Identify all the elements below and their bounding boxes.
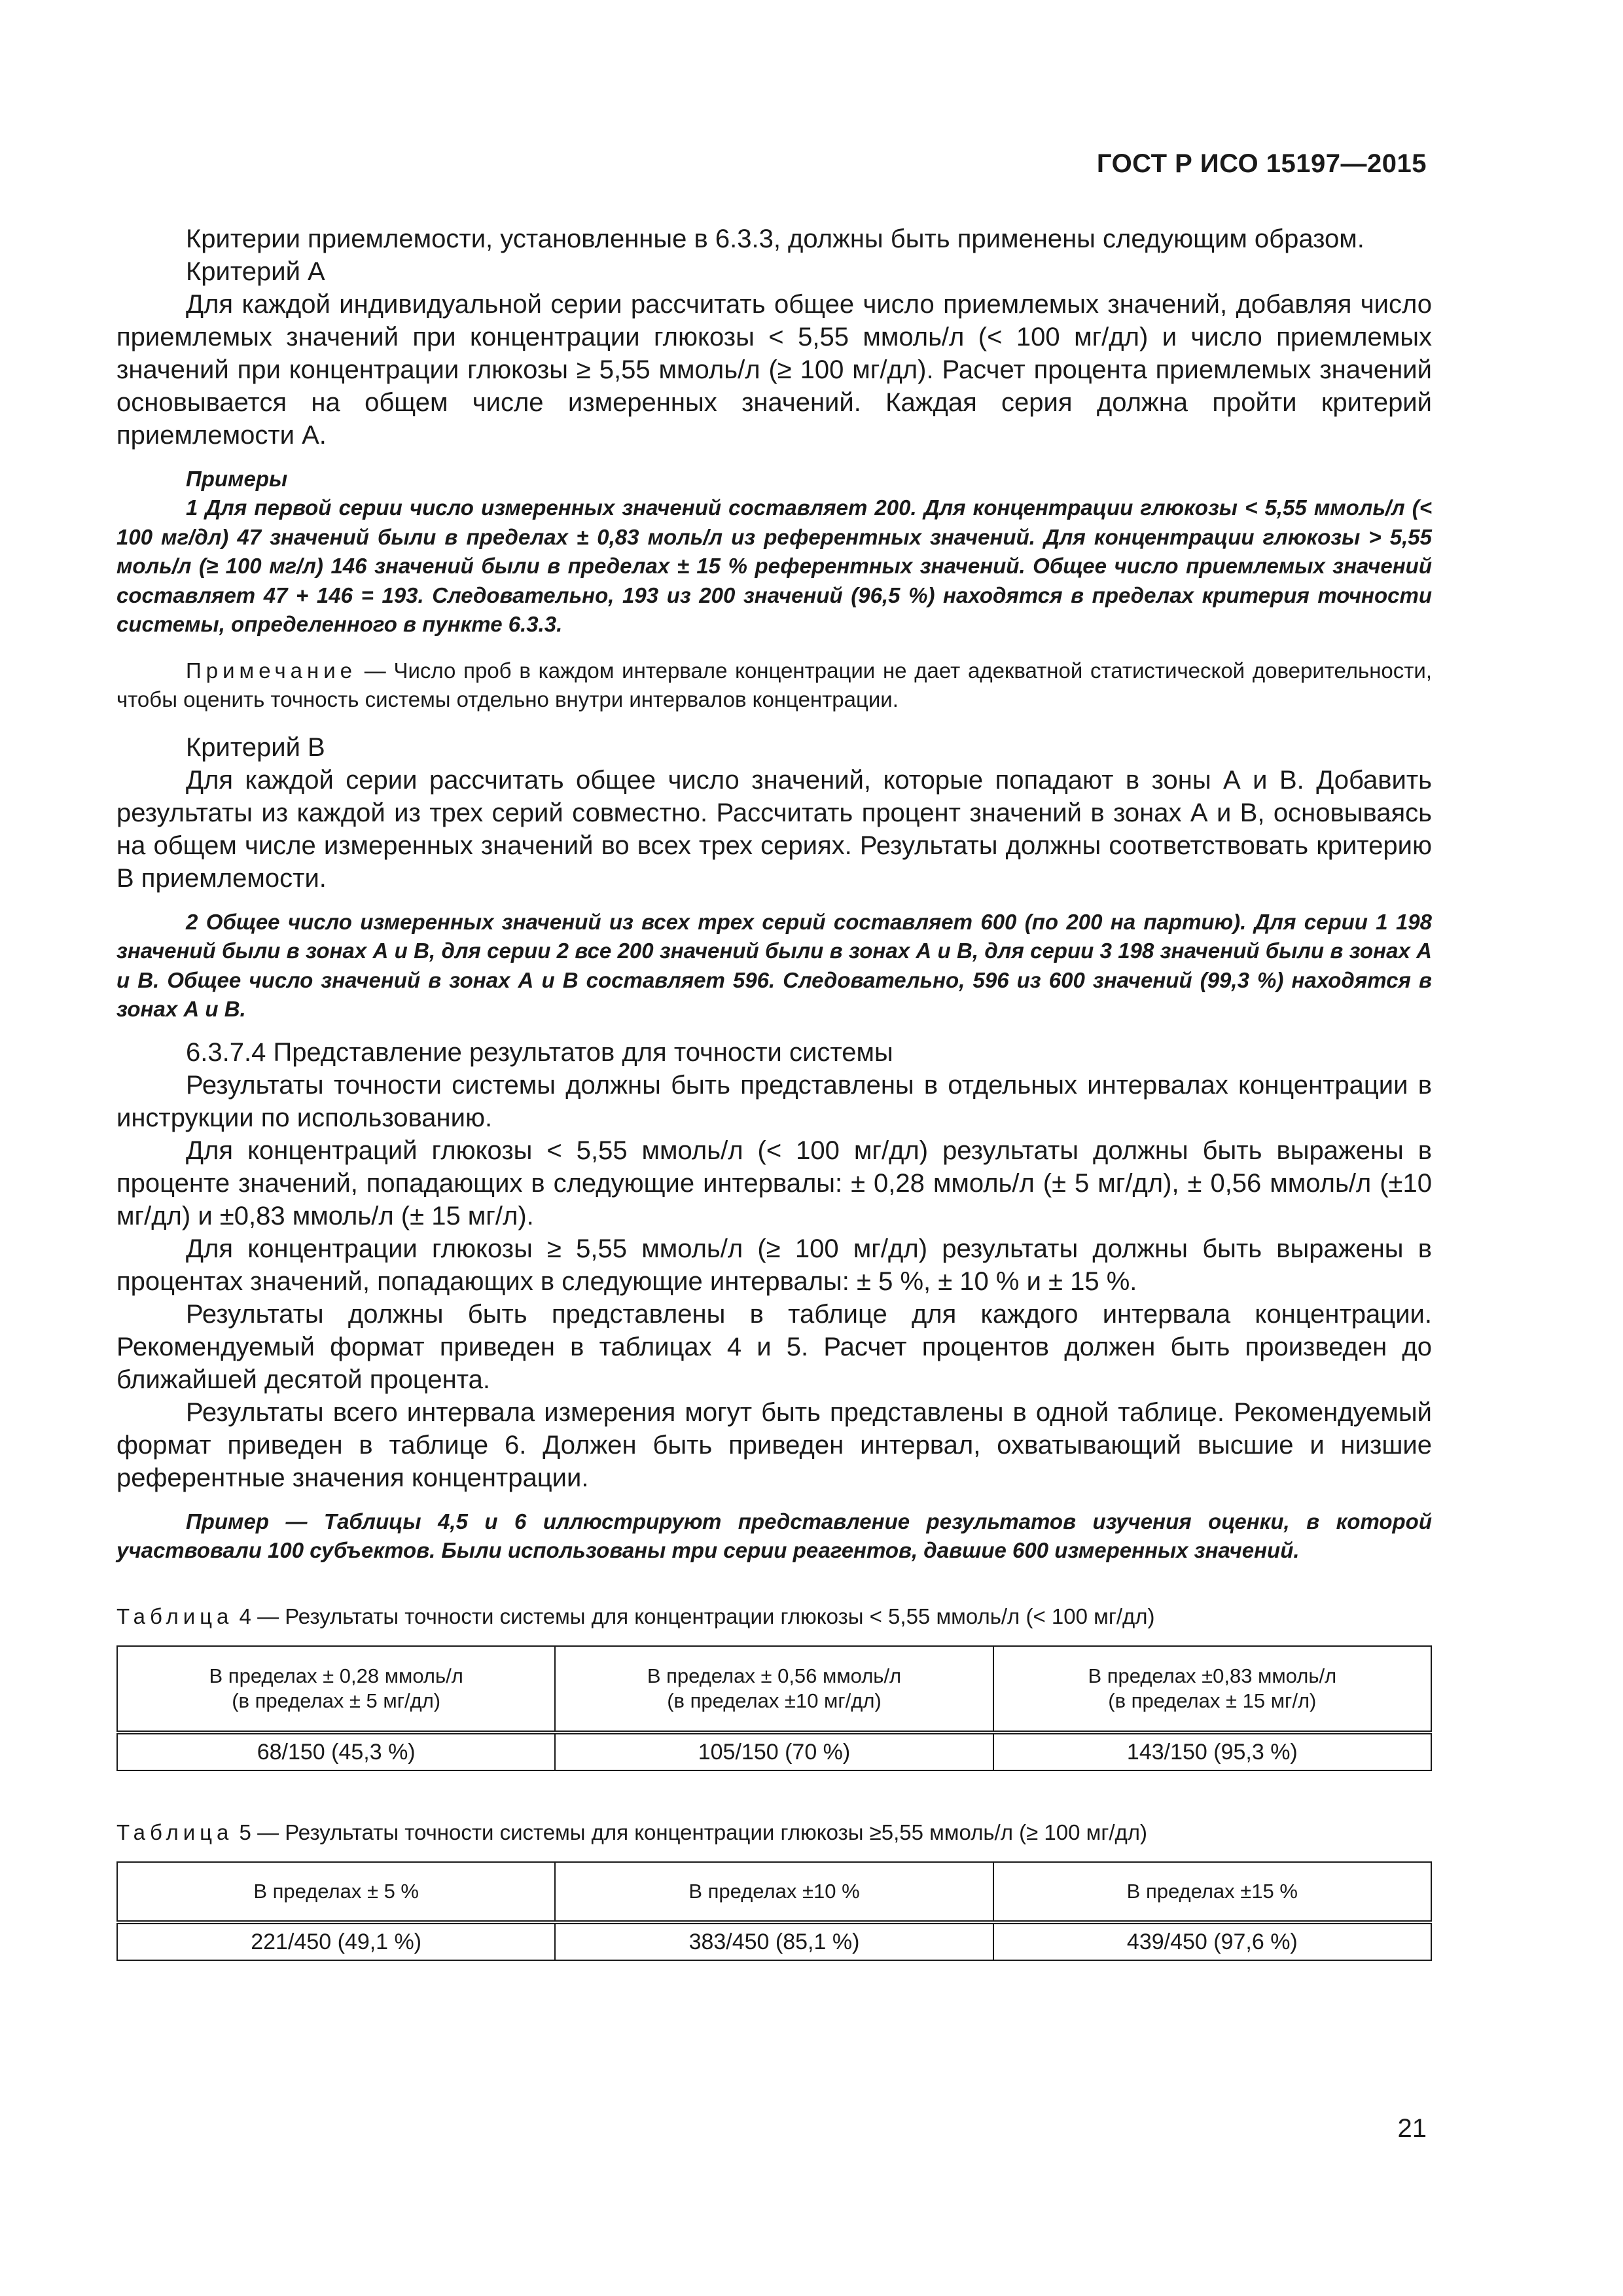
- table-4-label: Таблица: [116, 1604, 234, 1628]
- table-row: [117, 1732, 1431, 1770]
- page-content: [116, 223, 1432, 1961]
- paragraph: Для концентрации глюкозы ≥ 5,55 ммоль/л (≥ 100 мг/дл) результаты должны быть выражены в процентах значений, попадающих в следующие интервалы: ± 5 %, ± 10 % и ± 15 %.: [116, 1234, 1432, 1296]
- table-header-row: [117, 1646, 1431, 1732]
- table-header-cell: В пределах ± 0,28 ммоль/л (в пределах ± 5 мг/дл): [117, 1646, 555, 1732]
- examples-title: Примеры: [186, 467, 288, 491]
- table-cell: 105/150 (70 %): [555, 1732, 993, 1770]
- table-4-caption-text: 4 — Результаты точности системы для концентрации глюкозы < 5,55 ммоль/л (< 100 мг/дл): [233, 1604, 1155, 1628]
- paragraph: Результаты точности системы должны быть представлены в отдельных интервалах концентрации в инструкции по использованию.: [116, 1070, 1432, 1132]
- paragraph: Для каждой индивидуальной серии рассчитать общее число приемлемых значений, добавляя число приемлемых значений при концентрации глюкозы < 5,55 ммоль/л (< 100 мг/дл) и число приемлемых значений при концентрации глюкозы ≥ 5,55 ммоль/л (≥ 100 мг/дл). Расчет процента приемлемых значений основывается на общем числе измеренных значений. Каждая серия должна пройти критерий приемлемости А.: [116, 290, 1432, 450]
- example-3: Пример — Таблицы 4,5 и 6 иллюстрируют представление результатов изучения оценки, в которой участвовали 100 субъектов. Были использованы три серии реагентов, давшие 600 измеренных значений.: [116, 1509, 1432, 1562]
- table-cell: 383/450 (85,1 %): [555, 1922, 993, 1960]
- table-header-cell: В пределах ± 5 %: [117, 1862, 555, 1922]
- section-heading: 6.3.7.4 Представление результатов для точности системы: [186, 1037, 893, 1067]
- table-cell: 68/150 (45,3 %): [117, 1732, 555, 1770]
- table-5: [116, 1861, 1432, 1961]
- table-header-cell: В пределах ±0,83 ммоль/л (в пределах ± 15 мг/л): [993, 1646, 1431, 1732]
- table-cell: 439/450 (97,6 %): [993, 1922, 1431, 1960]
- paragraph: Результаты всего интервала измерения могут быть представлены в одной таблице. Рекомендуемый формат приведен в таблице 6. Должен быть приведен интервал, охватывающий высшие и низшие референтные значения концентрации.: [116, 1397, 1432, 1492]
- table-5-caption: [116, 1818, 1432, 1847]
- paragraph: Для каждой серии рассчитать общее число значений, которые попадают в зоны А и В. Добавить результаты из каждой из трех серий совместно. Рассчитать процент значений в зонах А и В, основываясь на общем числе измеренных значений во всех трех сериях. Результаты должны соответствовать критерию В приемлемости.: [116, 765, 1432, 893]
- table-5-label: Таблица: [116, 1820, 234, 1844]
- table-header-row: [117, 1862, 1431, 1922]
- paragraph: Для концентраций глюкозы < 5,55 ммоль/л (< 100 мг/дл) результаты должны быть выражены в проценте значений, попадающих в следующие интервалы: ± 0,28 ммоль/л (± 5 мг/дл), ± 0,56 ммоль/л (±10 мг/дл) и ±0,83 ммоль/л (± 15 мг/л).: [116, 1136, 1432, 1230]
- example-1: 1 Для первой серии число измеренных значений составляет 200. Для концентрации глюкозы < 5,55 ммоль/л (< 100 мг/дл) 47 значений были в пределах ± 0,83 моль/л из референтных значений. Для концентрации глюкозы > 5,55 моль/л (≥ 100 мг/л) 146 значений были в пределах ± 15 % референтных значений. Общее число приемлемых значений составляет 47 + 146 = 193. Следовательно, 193 из 200 значений (96,5 %) находятся в пределах критерия точности системы, определенного в пункте 6.3.3.: [116, 495, 1432, 636]
- table-header-cell: В пределах ±15 %: [993, 1862, 1431, 1922]
- paragraph: Критерии приемлемости, установленные в 6.3.3, должны быть применены следующим образом.: [186, 224, 1364, 253]
- example-2: 2 Общее число измеренных значений из всех трех серий составляет 600 (по 200 на партию). Для серии 1 198 значений были в зонах А и В, для серии 2 все 200 значений были в зонах А и В, для серии 3 198 значений были в зонах А и В. Общее число значений в зонах А и В составляет 596. Следовательно, 596 из 600 значений (99,3 %) находятся в зонах А и В.: [116, 909, 1432, 1021]
- table-5-caption-text: 5 — Результаты точности системы для концентрации глюкозы ≥5,55 ммоль/л (≥ 100 мг/дл): [233, 1820, 1148, 1844]
- table-cell: 221/450 (49,1 %): [117, 1922, 555, 1960]
- note-label: Примечание: [186, 658, 357, 683]
- table-4: [116, 1645, 1432, 1771]
- table-header-cell: В пределах ±10 %: [555, 1862, 993, 1922]
- table-cell: 143/150 (95,3 %): [993, 1732, 1431, 1770]
- criterion-a-heading: Критерий А: [186, 257, 325, 286]
- table-row: [117, 1922, 1431, 1960]
- criterion-b-heading: Критерий В: [186, 732, 325, 762]
- paragraph: Результаты должны быть представлены в таблице для каждого интервала концентрации. Рекомендуемый формат приведен в таблицах 4 и 5. Расчет процентов должен быть произведен до ближайшей десятой процента.: [116, 1299, 1432, 1394]
- page-number: 21: [1397, 2114, 1427, 2143]
- table-4-caption: [116, 1602, 1432, 1631]
- standard-header: ГОСТ Р ИСО 15197—2015: [1096, 149, 1427, 178]
- note-text: — Число проб в каждом интервале концентрации не дает адекватной статистической доверительности, чтобы оценить точность системы отдельно внутри интервалов концентрации.: [116, 658, 1432, 711]
- note: [116, 656, 1432, 714]
- table-header-cell: В пределах ± 0,56 ммоль/л (в пределах ±10 мг/дл): [555, 1646, 993, 1732]
